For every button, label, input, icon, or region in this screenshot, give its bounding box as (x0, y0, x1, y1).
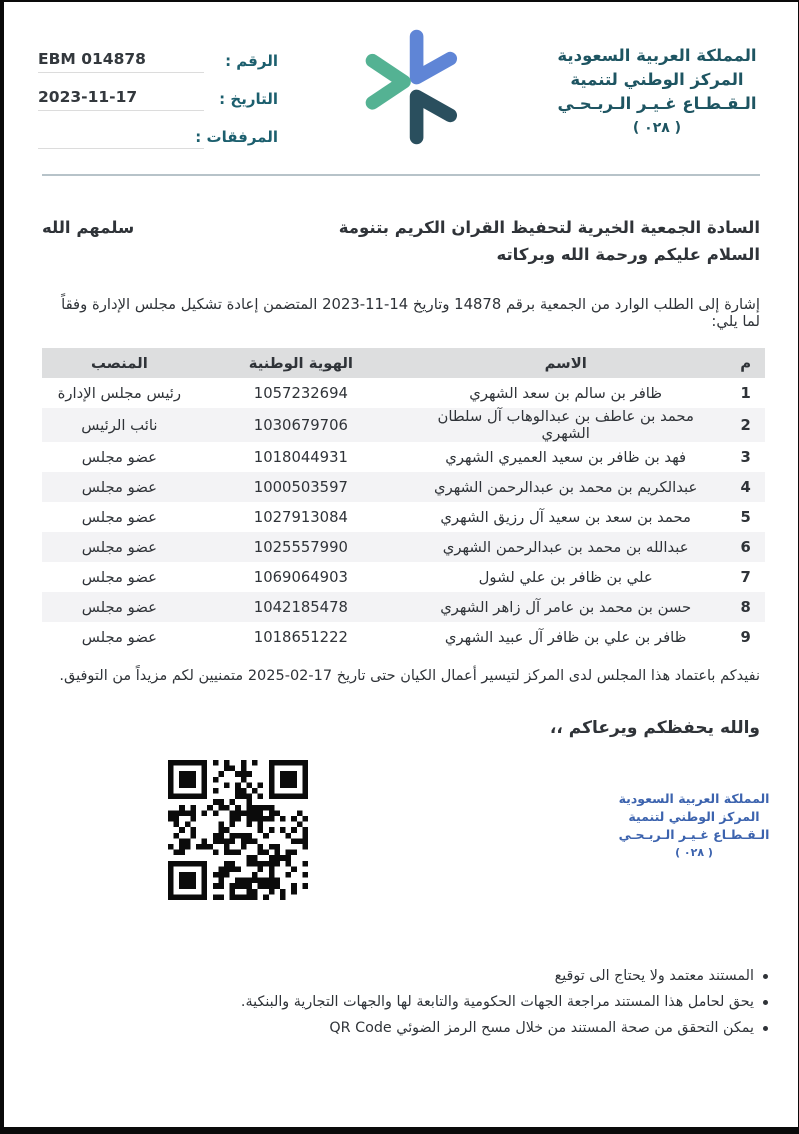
table-cell: 8 (726, 592, 765, 622)
table-cell: 1057232694 (253, 384, 348, 402)
table-cell: عضو مجلس (42, 472, 197, 502)
recipient-row (42, 218, 760, 237)
org-line2: المركز الوطني لتنمية (570, 70, 744, 89)
table-cell: 1069064903 (253, 568, 348, 586)
stamp-section (4, 738, 798, 963)
letterhead (4, 2, 798, 174)
table-cell: ظافر بن سالم بن سعد الشهري (469, 384, 663, 402)
footer-note: المستند معتمد ولا يحتاج الى توقيع (4, 963, 770, 989)
attachments-label: المرفقات : (195, 128, 278, 146)
table-row (42, 622, 765, 652)
header-divider (42, 174, 760, 176)
stamp-line3: الـقـطـاع غـيـر الـربـحـي (618, 827, 770, 842)
table-cell: عضو مجلس (81, 628, 157, 646)
table-cell: 1027913084 (253, 508, 348, 526)
table-cell: 1018044931 (253, 448, 348, 466)
table-cell: 3 (740, 448, 751, 466)
table-cell: 4 (726, 472, 765, 502)
table-row (42, 502, 765, 532)
table-row (42, 592, 765, 622)
qr-code (168, 760, 308, 900)
intro-paragraph: إشارة إلى الطلب الوارد من الجمعية برقم 14878 وتاريخ 14-11-2023 المتضمن إعادة تشكيل مجلس الإدارة وفقاً لما يلي: (61, 296, 760, 330)
table-cell: عضو مجلس (81, 568, 157, 586)
table-header-cell: الهوية الوطنية (197, 348, 405, 378)
number-value: EBM 014878 (38, 46, 204, 73)
table-cell: عبدالله بن محمد بن عبدالرحمن الشهري (405, 532, 726, 562)
salute: سلمهم الله (42, 218, 135, 237)
number-label: الرقم : (225, 52, 278, 70)
table-row (42, 472, 765, 502)
table-cell: 5 (740, 508, 751, 526)
stamp-org-title (614, 790, 774, 862)
org-title (552, 44, 762, 140)
table-cell: علي بن ظافر بن علي لشول (478, 568, 653, 586)
table-cell: 2 (726, 408, 765, 442)
stamp-line1: المملكة العربية السعودية (618, 791, 770, 806)
org-code: ( ٠٢٨ ) (632, 120, 682, 136)
date-value: 2023-11-17 (38, 84, 204, 111)
org-line1: المملكة العربية السعودية (557, 46, 757, 65)
table-cell: 9 (740, 628, 751, 646)
org-line3: الـقـطـاع غـيـر الـربـحـي (557, 94, 757, 113)
table-cell: 1018651222 (253, 628, 348, 646)
table-cell: 7 (740, 568, 751, 586)
stamp-code: ( ٠٢٨ ) (675, 846, 713, 859)
document-meta (38, 46, 278, 160)
table-header-cell: م (726, 348, 765, 378)
board-members-table (42, 348, 765, 652)
table-row (42, 442, 765, 472)
table-cell: 1000503597 (197, 472, 405, 502)
greeting: السلام عليكم ورحمة الله وبركاته (496, 245, 760, 264)
table-cell: عضو مجلس (81, 508, 157, 526)
table-cell: 1 (740, 384, 751, 402)
ncnp-logo-icon (362, 28, 467, 146)
footer-note: يحق لحامل هذا المستند مراجعة الجهات الحكومية والتابعة لها والجهات التجارية والبنكية. (4, 989, 770, 1015)
table-cell: عضو مجلس (81, 448, 157, 466)
table-cell: فهد بن ظافر بن سعيد العميري الشهري (445, 448, 687, 466)
table-header-cell: المنصب (42, 348, 197, 378)
recipient: السادة الجمعية الخيرية لتحفيظ القران الكريم بتنومة (338, 218, 760, 237)
table-cell: عضو مجلس (42, 592, 197, 622)
table-cell: عبدالكريم بن محمد بن عبدالرحمن الشهري (405, 472, 726, 502)
table-cell: محمد بن سعد بن سعيد آل رزيق الشهري (440, 508, 691, 526)
table-row (42, 562, 765, 592)
table-cell: محمد بن عاطف بن عبدالوهاب آل سلطان الشهري (405, 408, 726, 442)
table-cell: عضو مجلس (42, 532, 197, 562)
table-row (42, 378, 765, 408)
meta-row-attachments (38, 122, 278, 160)
footer-note: يمكن التحقق من صحة المستند من خلال مسح الرمز الضوئي QR Code (4, 1015, 770, 1041)
date-label: التاريخ : (219, 90, 278, 108)
farewell: والله يحفظكم ويرعاكم ،، (549, 718, 760, 738)
attachments-value (38, 122, 204, 149)
table-header (42, 348, 765, 378)
table-cell: ظافر بن علي بن ظافر آل عبيد الشهري (444, 628, 687, 646)
footer-notes (4, 963, 770, 1041)
stamp-line2: المركز الوطني لتنمية (628, 809, 760, 824)
table-cell: 6 (726, 532, 765, 562)
table-cell: حسن بن محمد بن عامر آل زاهر الشهري (405, 592, 726, 622)
table-header-cell: الاسم (405, 348, 726, 378)
meta-row-date (38, 84, 278, 122)
table-cell: 1042185478 (197, 592, 405, 622)
table-row (42, 408, 765, 442)
table-cell: نائب الرئيس (42, 408, 197, 442)
table-cell: 1030679706 (197, 408, 405, 442)
closing-paragraph: نفيدكم باعتماد هذا المجلس لدى المركز لتيسير أعمال الكيان حتى تاريخ 17-02-2025 متمنيين لكم مزيداً من التوفيق. (59, 668, 760, 684)
table-row (42, 532, 765, 562)
table-cell: رئيس مجلس الإدارة (57, 384, 182, 402)
table-cell: 1025557990 (197, 532, 405, 562)
meta-row-number (38, 46, 278, 84)
